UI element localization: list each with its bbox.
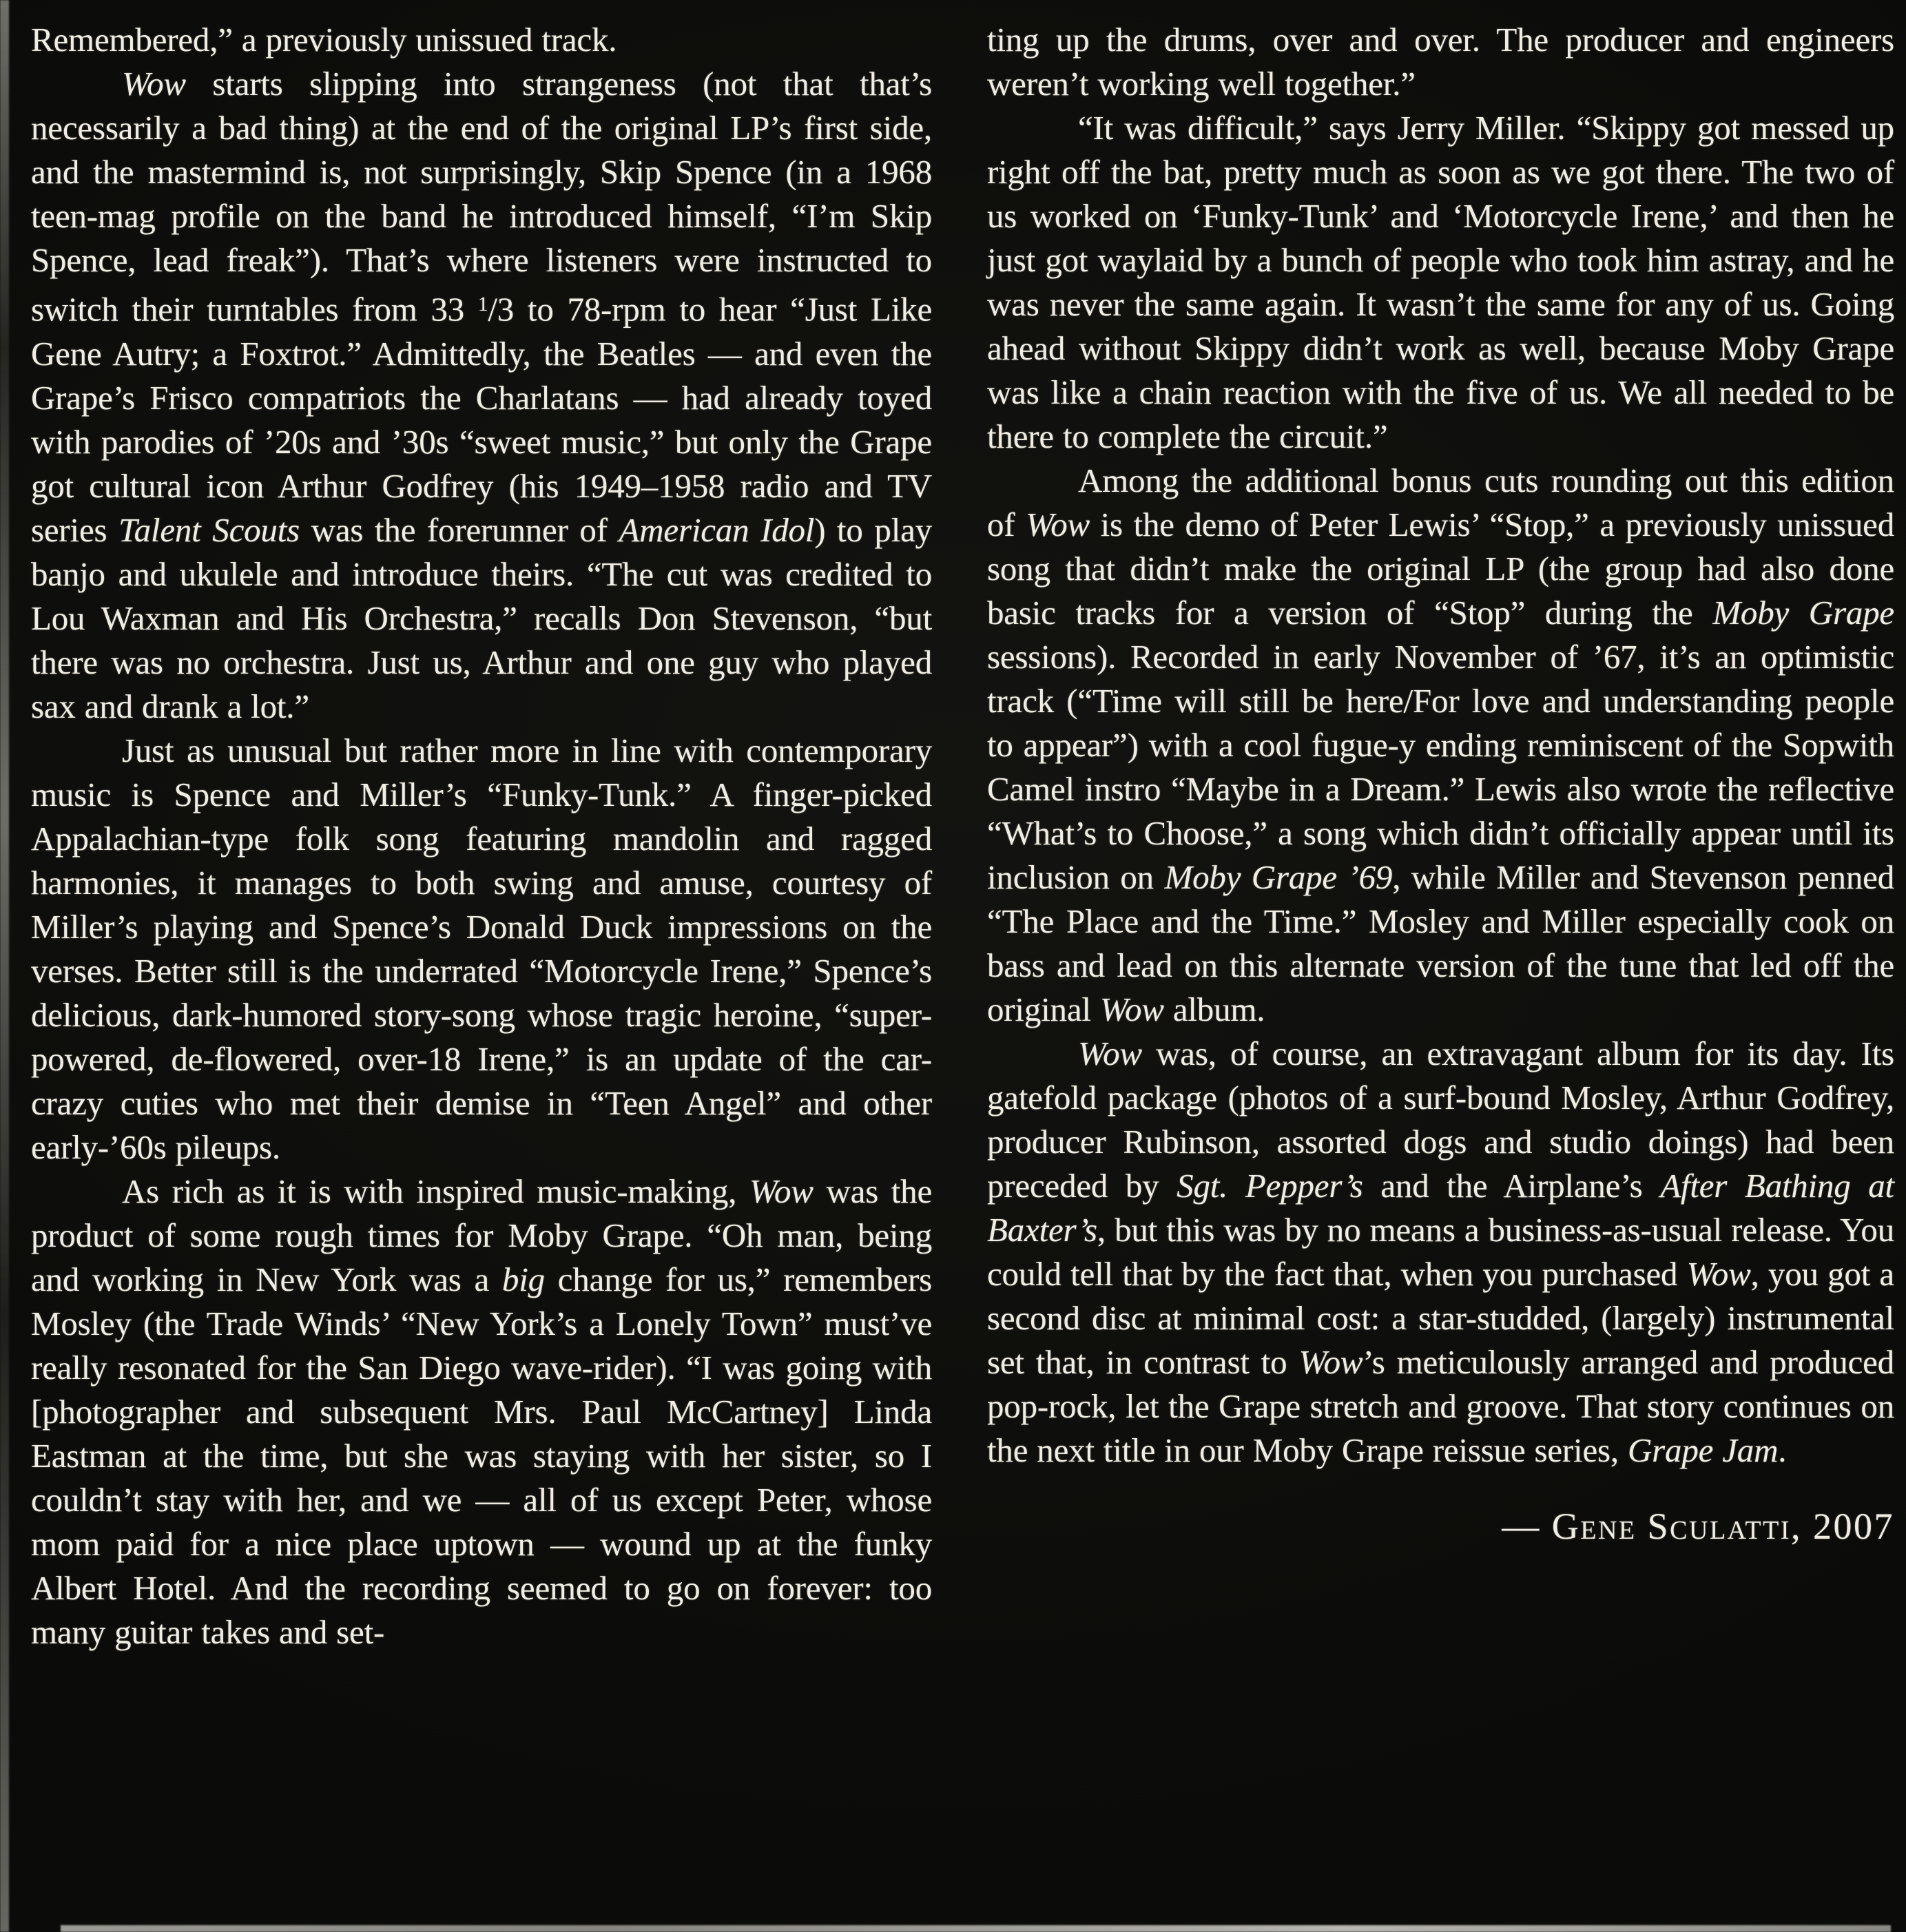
paragraph	[31, 62, 932, 729]
paragraph	[31, 18, 932, 62]
paragraph	[987, 106, 1894, 459]
italic-run: Sgt. Pepper’s	[1177, 1167, 1363, 1205]
text-run: Remembered,” a previously unissued track.	[31, 21, 617, 59]
italic-run: Wow	[1686, 1255, 1751, 1293]
text-run: ting up the drums, over and over. The producer and engineers weren’t working well together.”	[987, 21, 1894, 103]
italic-run: Wow	[1078, 1035, 1142, 1072]
italic-run: Wow	[749, 1172, 814, 1210]
text-run: , but this was by no means a business-as-usual release. You could tell that by the fact that, when you purchased	[987, 1211, 1894, 1293]
italic-run: big	[501, 1260, 545, 1298]
text-run: Among the additional bonus cuts rounding out this edition of	[987, 461, 1894, 543]
left-column-paragraphs	[31, 18, 932, 1654]
text-run: starts slipping into strangeness (not that that’s necessarily a bad thing) at the end of the original LP’s first side, and the mastermind is, not surprisingly, Skip Spence (in a 1968 teen-mag profile on the band he introduced himself, “I’m Skip Spence, lead freak”). That’s where listeners were instructed to switch their turntables from 33	[31, 65, 932, 329]
text-run: .	[1778, 1431, 1787, 1469]
left-column	[31, 18, 932, 1654]
right-column-paragraphs	[987, 18, 1894, 1473]
superscript-run: 1	[477, 293, 488, 315]
text-run: , while Miller and Stevenson penned “The Place and the Time.” Mosley and Miller especially cook on bass and lead on this alternate version of the tune that led off the original	[987, 858, 1895, 1028]
text-run: is the demo of Peter Lewis’ “Stop,” a previously unissued song that didn’t make the original LP (the group had also done basic tracks for a version of “Stop” during the	[987, 506, 1894, 632]
text-run: album.	[1163, 990, 1265, 1028]
byline: — Gene Sculatti, 2007	[1502, 1506, 1894, 1547]
paragraph	[987, 18, 1894, 106]
italic-run: Wow	[1099, 990, 1164, 1028]
italic-run: Grape Jam	[1627, 1431, 1779, 1469]
italic-run: After Bathing at Baxter’s	[987, 1167, 1894, 1249]
paragraph	[987, 459, 1894, 1032]
italic-run: Talent Scouts	[118, 510, 300, 549]
paragraph	[31, 1170, 932, 1654]
text-run: , you got a second disc at minimal cost: a star-studded, (largely) instrumental set that, in contrast to	[987, 1255, 1894, 1381]
italic-run: Moby Grape	[1712, 594, 1894, 632]
text-run: and the Airplane’s	[1363, 1167, 1661, 1205]
italic-run: Wow	[1298, 1343, 1363, 1381]
text-run: “It was difficult,” says Jerry Miller. “Skippy got messed up right off the bat, pretty much as soon as we got there. The two of us worked on ‘Funky-Tunk’ and ‘Motorcycle Irene,’ and then he just got waylaid by a bunch of people who took him astray, and he was never the same again. It wasn’t the same for any of us. Going ahead without Skippy didn’t work as well, because Moby Grape was like a chain reaction with the five of us. We all needed to be there to complete the circuit.”	[987, 109, 1894, 455]
scan-edge-left	[0, 0, 9, 1932]
text-run: was the product of some rough times for Moby Grape. “Oh man, being and working in New York was a	[31, 1172, 933, 1298]
italic-run: Moby Grape ’69	[1164, 858, 1393, 896]
paragraph	[987, 1032, 1894, 1473]
text-run: ) to play banjo and ukulele and introduce theirs. “The cut was credited to Lou Waxman and His Orchestra,” recalls Don Stevenson, “but there was no orchestra. Just us, Arthur and one guy who played sax and drank a lot.”	[31, 510, 932, 725]
scan-edge-bottom	[61, 1925, 1891, 1932]
italic-run: Wow	[1026, 506, 1090, 543]
text-run: /3 to 78-rpm to hear “Just Like Gene Autry; a Foxtrot.” Admittedly, the Beatles — and even the Grape’s Frisco compatriots the Charlatans — had already toyed with parodies of ’20s and ’30s “sweet music,” but only the Grape got cultural icon Arthur Godfrey (his 1949–1958 radio and TV series	[31, 290, 932, 549]
text-run: change for us,” remembers Mosley (the Trade Winds’ “New York’s a Lonely Town” must’ve really resonated for the San Diego wave-rider). “I was going with [photographer and subsequent Mrs. Paul McCartney] Linda Eastman at the time, but she was staying with her sister, so I couldn’t stay with her, and we — all of us except Peter, whose mom paid for a nice place uptown — wound up at the funky Albert Hotel. And the recording seemed to go on forever: too many guitar takes and set-	[31, 1260, 932, 1651]
text-run: was the forerunner of	[300, 510, 619, 549]
text-run: was, of course, an extravagant album for its day. Its gatefold package (photos of a surf-bound Mosley, Arthur Godfrey, producer Rubinson, assorted dogs and studio doings) had been preceded by	[987, 1035, 1894, 1205]
text-run: ’s meticulously arranged and produced pop-rock, let the Grape stretch and groove. That story continues on the next title in our Moby Grape reissue series,	[987, 1343, 1894, 1469]
text-run: sessions). Recorded in early November of ’67, it’s an optimistic track (“Time will still be here/For love and understanding people to appear”) with a cool fugue-y ending reminiscent of the Sopwith Camel instro “Maybe in a Dream.” Lewis also wrote the reflective “What’s to Choose,” a song which didn’t officially appear until its inclusion on	[987, 638, 1894, 896]
right-column	[987, 18, 1894, 1654]
text-run: As rich as it is with inspired music-making,	[122, 1172, 749, 1210]
italic-run: Wow	[122, 65, 186, 103]
text-run: Just as unusual but rather more in line with contemporary music is Spence and Miller’s “Funky-Tunk.” A finger-picked Appalachian-type folk song featuring mandolin and ragged harmonies, it manages to both swing and amuse, courtesy of Miller’s playing and Spence’s Donald Duck impressions on the verses. Better still is the underrated “Motorcycle Irene,” Spence’s delicious, dark-humored story-song whose tragic heroine, “super-powered, de-flowered, over-18 Irene,” is an update of the car-crazy cuties who met their demise in “Teen Angel” and other early-’60s pileups.	[31, 731, 932, 1166]
paragraph	[31, 729, 932, 1170]
italic-run: American Idol	[619, 510, 815, 549]
